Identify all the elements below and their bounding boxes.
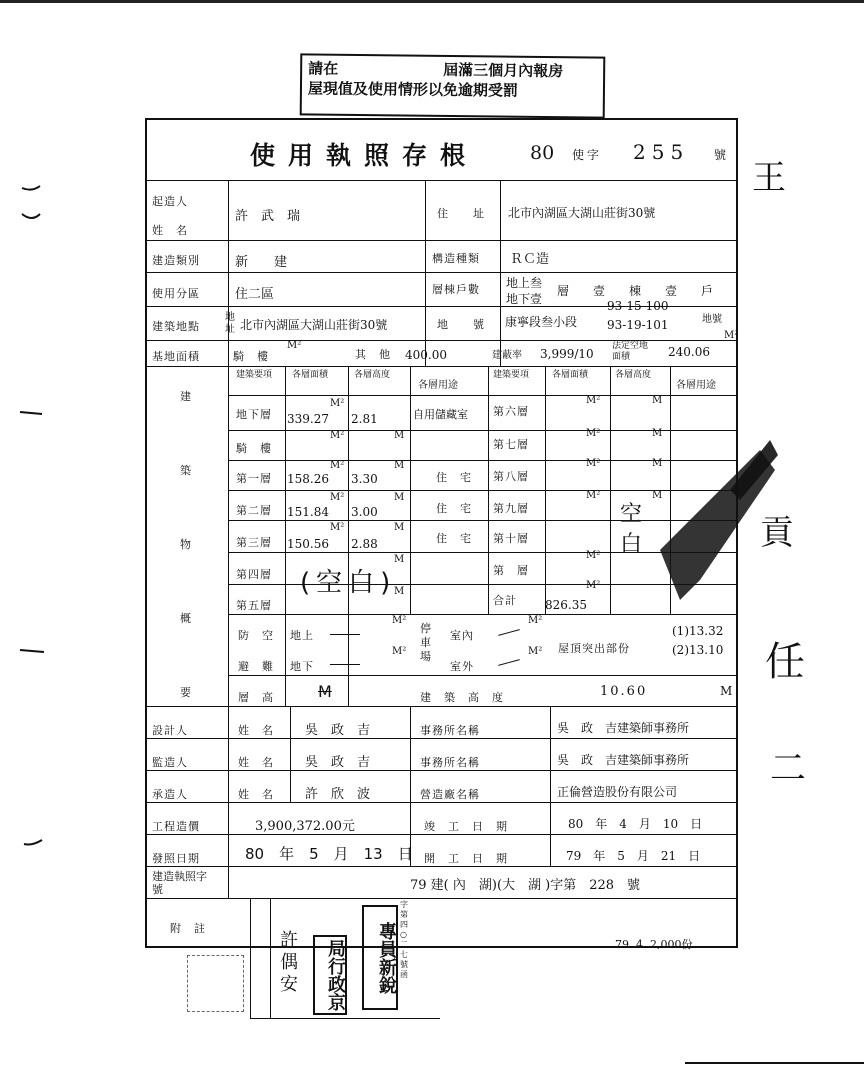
building-height-value: 10.60	[600, 684, 648, 699]
unit-m2: M²	[586, 395, 601, 406]
roof-label: 屋頂突出部份	[558, 642, 630, 655]
head-use-right: 各層用途	[676, 380, 716, 391]
unit-m2: M²	[586, 580, 601, 591]
handwritten-name: 許偶安	[280, 930, 298, 995]
contractor-firm-label: 營造廠名稱	[420, 788, 480, 801]
seal-bureau: 局行政京	[313, 935, 347, 1015]
stamp-box	[187, 955, 244, 1012]
unit-m: M	[394, 586, 405, 597]
open-space-unit: M²	[724, 330, 739, 341]
designer-office-label: 事務所名稱	[420, 724, 480, 737]
name-label: 姓 名	[238, 756, 274, 769]
contractor-firm: 正倫營造股份有限公司	[557, 785, 678, 799]
name-label: 姓 名	[238, 788, 274, 801]
owner-label-bottom: 姓 名	[152, 224, 188, 237]
scan-bottom-line	[685, 1062, 864, 1064]
grid-line	[145, 770, 738, 771]
structure-value: ＲＣ造	[510, 252, 550, 267]
unit-m: M	[652, 490, 663, 501]
unit-m: M	[394, 522, 405, 533]
building-side-label-1: 建	[180, 390, 192, 403]
floor-name-right: 第九層	[493, 502, 529, 515]
grid-line	[285, 366, 286, 706]
floor-name-right: 第十層	[493, 532, 529, 545]
completion-date: 80 年 4 月 10 日	[568, 817, 703, 831]
grid-line	[145, 180, 738, 181]
grid-line	[145, 834, 738, 835]
floor-height-label: 層 高	[238, 691, 274, 704]
arcade-unit: M²	[287, 340, 302, 351]
designer-label: 設計人	[152, 724, 188, 737]
arcade-label: 騎 樓	[233, 350, 269, 363]
unit-m2: M²	[392, 646, 407, 657]
building-height-label: 建 築 高 度	[420, 691, 504, 704]
floor-name-right: 第 層	[493, 564, 529, 577]
start-label: 開 工 日 期	[424, 852, 508, 865]
floor-name: 第四層	[236, 568, 272, 581]
floor-height-struck: M	[318, 682, 332, 701]
grid-line	[488, 366, 489, 614]
coverage-value: 3,999/10	[540, 347, 594, 361]
unit-m: M	[652, 395, 663, 406]
grid-line	[145, 898, 738, 899]
floor-name-right: 第七層	[493, 438, 529, 451]
parking-label: 停車場	[420, 622, 431, 663]
floor-use: 住 宅	[436, 471, 472, 484]
floors-below: 地下壹	[506, 292, 543, 306]
floor-name: 地下層	[236, 408, 272, 421]
zoning-value: 住二區	[235, 287, 275, 302]
below-ground-label: 地下	[290, 660, 314, 673]
other-area-value: 400.00	[405, 348, 447, 362]
roof-height-1: (1)13.32	[672, 624, 724, 638]
grid-line	[270, 898, 271, 1018]
issue-date: 80 年 5 月 13 日	[245, 845, 413, 863]
lot-label: 地 號	[437, 318, 485, 331]
grid-line	[610, 366, 611, 614]
grid-line	[145, 738, 738, 739]
floor-name-right: 第六層	[493, 405, 529, 418]
building-side-label-4: 概	[180, 612, 192, 625]
form-title: 使用執照存根	[250, 141, 479, 170]
above-ground-label: 地上	[290, 629, 314, 642]
permit-hao: 號	[714, 148, 727, 162]
issue-label: 發照日期	[152, 852, 200, 865]
coverage-label: 建蔽率	[492, 350, 522, 361]
unit-m2: M²	[528, 615, 543, 626]
floor-name: 第三層	[236, 536, 272, 549]
note-label: 附 註	[170, 922, 206, 935]
building-side-label-3: 物	[180, 538, 192, 551]
floor-area: 158.26	[287, 472, 329, 486]
grid-line	[348, 366, 349, 706]
other-label: 其 他	[355, 348, 391, 361]
unit-m2: M²	[586, 490, 601, 501]
grid-line	[425, 180, 426, 366]
unit-m2: M²	[586, 428, 601, 439]
dash	[330, 634, 360, 635]
floor-height: 3.00	[351, 505, 378, 519]
unit-m: M	[394, 430, 405, 441]
site-address: 北市內湖區大湖山莊街30號	[240, 318, 388, 332]
total-label: 合計	[493, 594, 517, 607]
grid-line	[500, 180, 501, 366]
roof-height-2: (2)13.10	[672, 643, 724, 657]
evac-label: 避 難	[238, 660, 274, 673]
unit-m: M	[652, 428, 663, 439]
unit-m: M	[394, 492, 405, 503]
grid-line	[228, 180, 229, 898]
build-type-label: 建造類別	[152, 254, 200, 267]
owner-label-top: 起造人	[152, 195, 188, 208]
floor-height: 3.30	[351, 472, 378, 486]
grid-line	[145, 866, 738, 867]
unit-m: M	[394, 554, 405, 565]
top-stamp	[300, 53, 606, 118]
dash	[330, 664, 360, 665]
floors-above: 地上叁	[506, 276, 543, 290]
build-type-value: 新 建	[235, 255, 288, 270]
designer-name: 吳 政 吉	[305, 723, 371, 738]
owner-address-label: 住 址	[437, 207, 485, 220]
parking-indoor: 室內	[450, 629, 474, 642]
open-space-value: 240.06	[668, 345, 710, 359]
floor-height: 2.81	[351, 412, 378, 426]
floor-area: 150.56	[287, 537, 329, 551]
margin-mark: 貢	[760, 513, 794, 553]
floor-name-right: 第八層	[493, 470, 529, 483]
grid-line	[145, 802, 738, 803]
grid-line	[145, 706, 738, 707]
floors-label: 層棟戶數	[432, 283, 480, 296]
permit-value: 79 建( 內 湖)(大 湖 )字第 228 號	[410, 878, 641, 893]
permit-word: 使字	[572, 148, 603, 162]
floor-name: 騎 樓	[236, 442, 272, 455]
start-date: 79 年 5 月 21 日	[566, 849, 701, 863]
lot-number-2: 93-19-101	[607, 318, 669, 332]
floor-use: 住 宅	[436, 502, 472, 515]
top-stamp-line1: 請在 屆滿三個月內報房	[308, 59, 564, 81]
unit-m: M	[394, 460, 405, 471]
blank-mark: (空白)	[300, 568, 397, 598]
site-addr-label: 地址	[225, 312, 235, 335]
supervisor-name: 吳 政 吉	[305, 755, 371, 770]
grid-line	[250, 898, 251, 1018]
blank-mark-right: 空白	[620, 502, 643, 557]
grid-line	[145, 366, 738, 367]
lot-number-1: 93-15-100	[607, 299, 669, 313]
margin-mark: 王	[752, 158, 786, 198]
unit-m2: M²	[528, 646, 543, 657]
grid-line	[228, 675, 738, 676]
contractor-label: 承造人	[152, 788, 188, 801]
scan-top-border	[0, 0, 864, 3]
unit-m2: M²	[330, 460, 345, 471]
building-side-label-5: 要	[180, 686, 192, 699]
lot-suffix: 地號	[702, 314, 722, 325]
designer-office: 吳 政 吉建築師事務所	[557, 721, 690, 735]
owner-name: 許 武 瑞	[235, 209, 301, 224]
total-value: 826.35	[545, 598, 587, 612]
head-area-right: 各層面積	[552, 370, 589, 380]
floor-use: 住 宅	[436, 532, 472, 545]
left-edge-marks	[18, 180, 48, 880]
margin-mark: 任	[765, 639, 805, 685]
supervisor-label: 監造人	[152, 756, 188, 769]
parking-outdoor: 室外	[450, 660, 474, 673]
floor-name: 第五層	[236, 599, 272, 612]
supervisor-office: 吳 政 吉建築師事務所	[557, 753, 690, 767]
unit-m2: M²	[586, 550, 601, 561]
unit-m: M	[720, 684, 733, 698]
grid-line	[410, 706, 411, 866]
completion-label: 竣 工 日 期	[424, 820, 508, 833]
unit-m2: M²	[330, 398, 345, 409]
grid-line	[250, 1018, 440, 1019]
grid-line	[145, 240, 738, 241]
floor-use: 自用儲藏室	[413, 408, 468, 421]
permit-number: 255	[633, 140, 690, 164]
floor-area: 151.84	[287, 505, 329, 519]
seal-specialist: 專員新銳	[362, 905, 398, 1010]
seal-side-text: 字第四○二七號函	[400, 900, 408, 979]
head-use: 各層用途	[418, 380, 458, 391]
floor-area: 339.27	[287, 412, 329, 426]
cost-label: 工程造價	[152, 820, 200, 833]
head-item: 建築要項	[236, 370, 273, 380]
grid-line	[145, 272, 738, 273]
site-area-label: 基地面積	[152, 350, 200, 363]
supervisor-office-label: 事務所名稱	[420, 756, 480, 769]
unit-m2: M²	[330, 430, 345, 441]
floors-rest: 層 壹 棟 壹 戶	[557, 284, 714, 298]
unit-m2: M²	[392, 615, 407, 626]
permit-year: 80	[530, 142, 555, 164]
margin-mark: 二	[770, 748, 807, 789]
unit-m2: M²	[330, 492, 345, 503]
grid-line	[290, 706, 291, 802]
contractor-name: 許 欣 波	[305, 787, 371, 802]
torn-corner-damage	[640, 430, 780, 620]
zoning-label: 使用分區	[152, 287, 200, 300]
head-height: 各層高度	[354, 370, 391, 380]
floor-name: 第二層	[236, 504, 272, 517]
lot-section: 康寧段叁小段	[505, 315, 578, 329]
head-area: 各層面積	[292, 370, 329, 380]
unit-m2: M²	[330, 522, 345, 533]
head-height-right: 各層高度	[615, 370, 652, 380]
structure-label: 構造種類	[432, 252, 480, 265]
floor-height: 2.88	[351, 537, 378, 551]
owner-address: 北市內湖區大湖山莊街30號	[508, 206, 656, 220]
name-label: 姓 名	[238, 724, 274, 737]
print-run: 79. 4. 2,000份	[615, 938, 693, 951]
unit-m2: M²	[586, 458, 601, 469]
building-side-label-2: 築	[180, 464, 192, 477]
cost-value: 3,900,372.00元	[255, 819, 355, 834]
unit-m: M	[652, 458, 663, 469]
head-item-right: 建築要項	[493, 370, 530, 380]
grid-line	[410, 366, 411, 614]
site-label: 建築地點	[152, 320, 200, 333]
air-raid-label: 防 空	[238, 629, 274, 642]
grid-line	[545, 366, 546, 614]
top-stamp-line2: 屋現值及使用情形以免逾期受罰	[307, 79, 519, 100]
open-space-label: 法定空地面積	[612, 341, 649, 362]
floor-name: 第一層	[236, 472, 272, 485]
grid-line	[550, 706, 551, 866]
permit-label: 建造執照字號	[152, 870, 207, 896]
